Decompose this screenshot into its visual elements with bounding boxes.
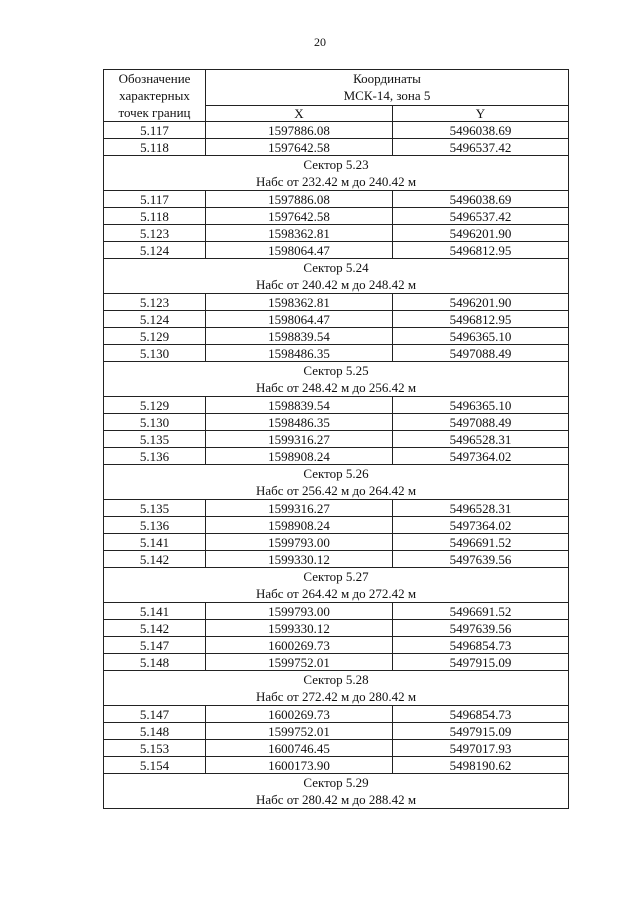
y-coordinate-cell: 5496537.42 [393,208,569,225]
table-row [104,139,569,156]
x-coordinate-cell: 1600746.45 [206,740,393,757]
point-id-cell: 5.147 [104,706,206,723]
point-id-cell: 5.136 [104,448,206,465]
point-id-cell: 5.123 [104,294,206,311]
y-column-header: Y [393,105,569,121]
x-coordinate-cell: 1598064.47 [206,311,393,328]
sector-height-range: Набс от 264.42 м до 272.42 м [255,586,417,601]
x-coordinate-cell: 1600269.73 [206,637,393,654]
table-row [104,551,569,568]
x-coordinate-cell: 1598908.24 [206,517,393,534]
y-coordinate-cell: 5496528.31 [393,500,569,517]
table-row [104,654,569,671]
y-coordinate-cell: 5497017.93 [393,740,569,757]
table-row [104,740,569,757]
sector-header-row [104,774,569,809]
x-coordinate-cell: 1599316.27 [206,431,393,448]
y-coordinate-cell: 5496038.69 [393,191,569,208]
x-coordinate-cell: 1599330.12 [206,620,393,637]
y-coordinate-cell: 5497639.56 [393,620,569,637]
sector-title: Сектор 5.28 [303,672,369,687]
x-coordinate-cell: 1599793.00 [206,603,393,620]
sector-header-row [104,568,569,603]
table-row [104,620,569,637]
y-coordinate-cell: 5496854.73 [393,637,569,654]
sector-header-cell [104,774,569,809]
x-coordinate-cell: 1598486.35 [206,345,393,362]
table-row [104,431,569,448]
sector-title: Сектор 5.24 [303,260,369,275]
point-id-cell: 5.129 [104,397,206,414]
point-id-cell: 5.153 [104,740,206,757]
sector-height-range: Набс от 232.42 м до 240.42 м [255,174,417,189]
point-id-cell: 5.154 [104,757,206,774]
point-id-cell: 5.118 [104,208,206,225]
y-coordinate-cell: 5496365.10 [393,397,569,414]
table-row [104,500,569,517]
x-coordinate-cell: 1600269.73 [206,706,393,723]
y-coordinate-cell: 5496812.95 [393,242,569,259]
sector-header-cell [104,465,569,500]
table-row [104,345,569,362]
y-coordinate-cell: 5496038.69 [393,122,569,139]
point-id-cell: 5.129 [104,328,206,345]
y-coordinate-cell: 5496365.10 [393,328,569,345]
x-coordinate-cell: 1597886.08 [206,191,393,208]
sector-title: Сектор 5.29 [303,775,369,790]
table-row [104,397,569,414]
y-coordinate-cell: 5496528.31 [393,431,569,448]
point-id-cell: 5.141 [104,603,206,620]
table-row [104,757,569,774]
sector-height-range: Набс от 240.42 м до 248.42 м [255,277,417,292]
sector-header-row [104,259,569,294]
x-coordinate-cell: 1597642.58 [206,139,393,156]
point-id-cell: 5.136 [104,517,206,534]
sector-header-row [104,671,569,706]
point-id-cell: 5.124 [104,242,206,259]
point-id-cell: 5.117 [104,122,206,139]
x-coordinate-cell: 1600173.90 [206,757,393,774]
sector-header-cell [104,671,569,706]
sector-height-range: Набс от 272.42 м до 280.42 м [255,689,417,704]
point-id-cell: 5.118 [104,139,206,156]
x-coordinate-cell: 1599752.01 [206,723,393,740]
table-row [104,448,569,465]
y-coordinate-cell: 5497088.49 [393,345,569,362]
sector-title: Сектор 5.27 [303,569,369,584]
x-coordinate-cell: 1598362.81 [206,225,393,242]
x-coordinate-cell: 1598064.47 [206,242,393,259]
table-header [104,70,569,122]
table-row [104,294,569,311]
x-coordinate-cell: 1598362.81 [206,294,393,311]
coordinates-header [206,70,569,106]
y-coordinate-cell: 5497915.09 [393,723,569,740]
point-id-cell: 5.117 [104,191,206,208]
x-coordinate-cell: 1599330.12 [206,551,393,568]
point-id-cell: 5.123 [104,225,206,242]
sector-title: Сектор 5.26 [303,466,369,481]
sector-header-cell [104,568,569,603]
point-id-cell: 5.148 [104,723,206,740]
x-column-header: X [206,105,393,121]
table-row [104,706,569,723]
page-number: 20 [314,35,326,49]
table-row [104,311,569,328]
table-row [104,723,569,740]
x-coordinate-cell: 1598839.54 [206,397,393,414]
x-coordinate-cell: 1599316.27 [206,500,393,517]
table-row [104,328,569,345]
y-coordinate-cell: 5498190.62 [393,757,569,774]
table-row [104,191,569,208]
point-id-cell: 5.141 [104,534,206,551]
sector-header-row [104,156,569,191]
coordinates-table [103,69,569,809]
point-id-cell: 5.124 [104,311,206,328]
y-coordinate-cell: 5496812.95 [393,311,569,328]
x-coordinate-cell: 1597886.08 [206,122,393,139]
sector-header-cell [104,362,569,397]
y-coordinate-cell: 5497639.56 [393,551,569,568]
sector-header-cell [104,156,569,191]
table-row [104,603,569,620]
y-coordinate-cell: 5497915.09 [393,654,569,671]
point-id-cell: 5.148 [104,654,206,671]
sector-header-row [104,362,569,397]
sector-title: Сектор 5.25 [303,363,369,378]
point-label-header: Обозначение характерных точек границ [104,70,206,122]
sector-header-row [104,465,569,500]
point-id-cell: 5.130 [104,414,206,431]
point-id-cell: 5.142 [104,551,206,568]
coordinates-title: Координаты [353,71,421,87]
y-coordinate-cell: 5497088.49 [393,414,569,431]
table-row [104,637,569,654]
x-coordinate-cell: 1598908.24 [206,448,393,465]
coordinate-system: МСК-14, зона 5 [343,88,431,104]
table-row [104,414,569,431]
table-row [104,208,569,225]
x-coordinate-cell: 1597642.58 [206,208,393,225]
y-coordinate-cell: 5496691.52 [393,534,569,551]
x-coordinate-cell: 1598839.54 [206,328,393,345]
point-id-cell: 5.135 [104,500,206,517]
table-row [104,122,569,139]
point-id-cell: 5.130 [104,345,206,362]
table-row [104,517,569,534]
point-id-cell: 5.147 [104,637,206,654]
sector-height-range: Набс от 256.42 м до 264.42 м [255,483,417,498]
y-coordinate-cell: 5496854.73 [393,706,569,723]
point-id-cell: 5.135 [104,431,206,448]
table-row [104,225,569,242]
sector-height-range: Набс от 280.42 м до 288.42 м [255,792,417,807]
sector-title: Сектор 5.23 [303,157,369,172]
x-coordinate-cell: 1599752.01 [206,654,393,671]
table-row [104,534,569,551]
table-row [104,242,569,259]
y-coordinate-cell: 5496201.90 [393,294,569,311]
y-coordinate-cell: 5497364.02 [393,517,569,534]
point-id-cell: 5.142 [104,620,206,637]
y-coordinate-cell: 5496537.42 [393,139,569,156]
x-coordinate-cell: 1598486.35 [206,414,393,431]
sector-header-cell [104,259,569,294]
y-coordinate-cell: 5496201.90 [393,225,569,242]
sector-height-range: Набс от 248.42 м до 256.42 м [255,380,417,395]
table-body [104,122,569,809]
y-coordinate-cell: 5497364.02 [393,448,569,465]
y-coordinate-cell: 5496691.52 [393,603,569,620]
x-coordinate-cell: 1599793.00 [206,534,393,551]
